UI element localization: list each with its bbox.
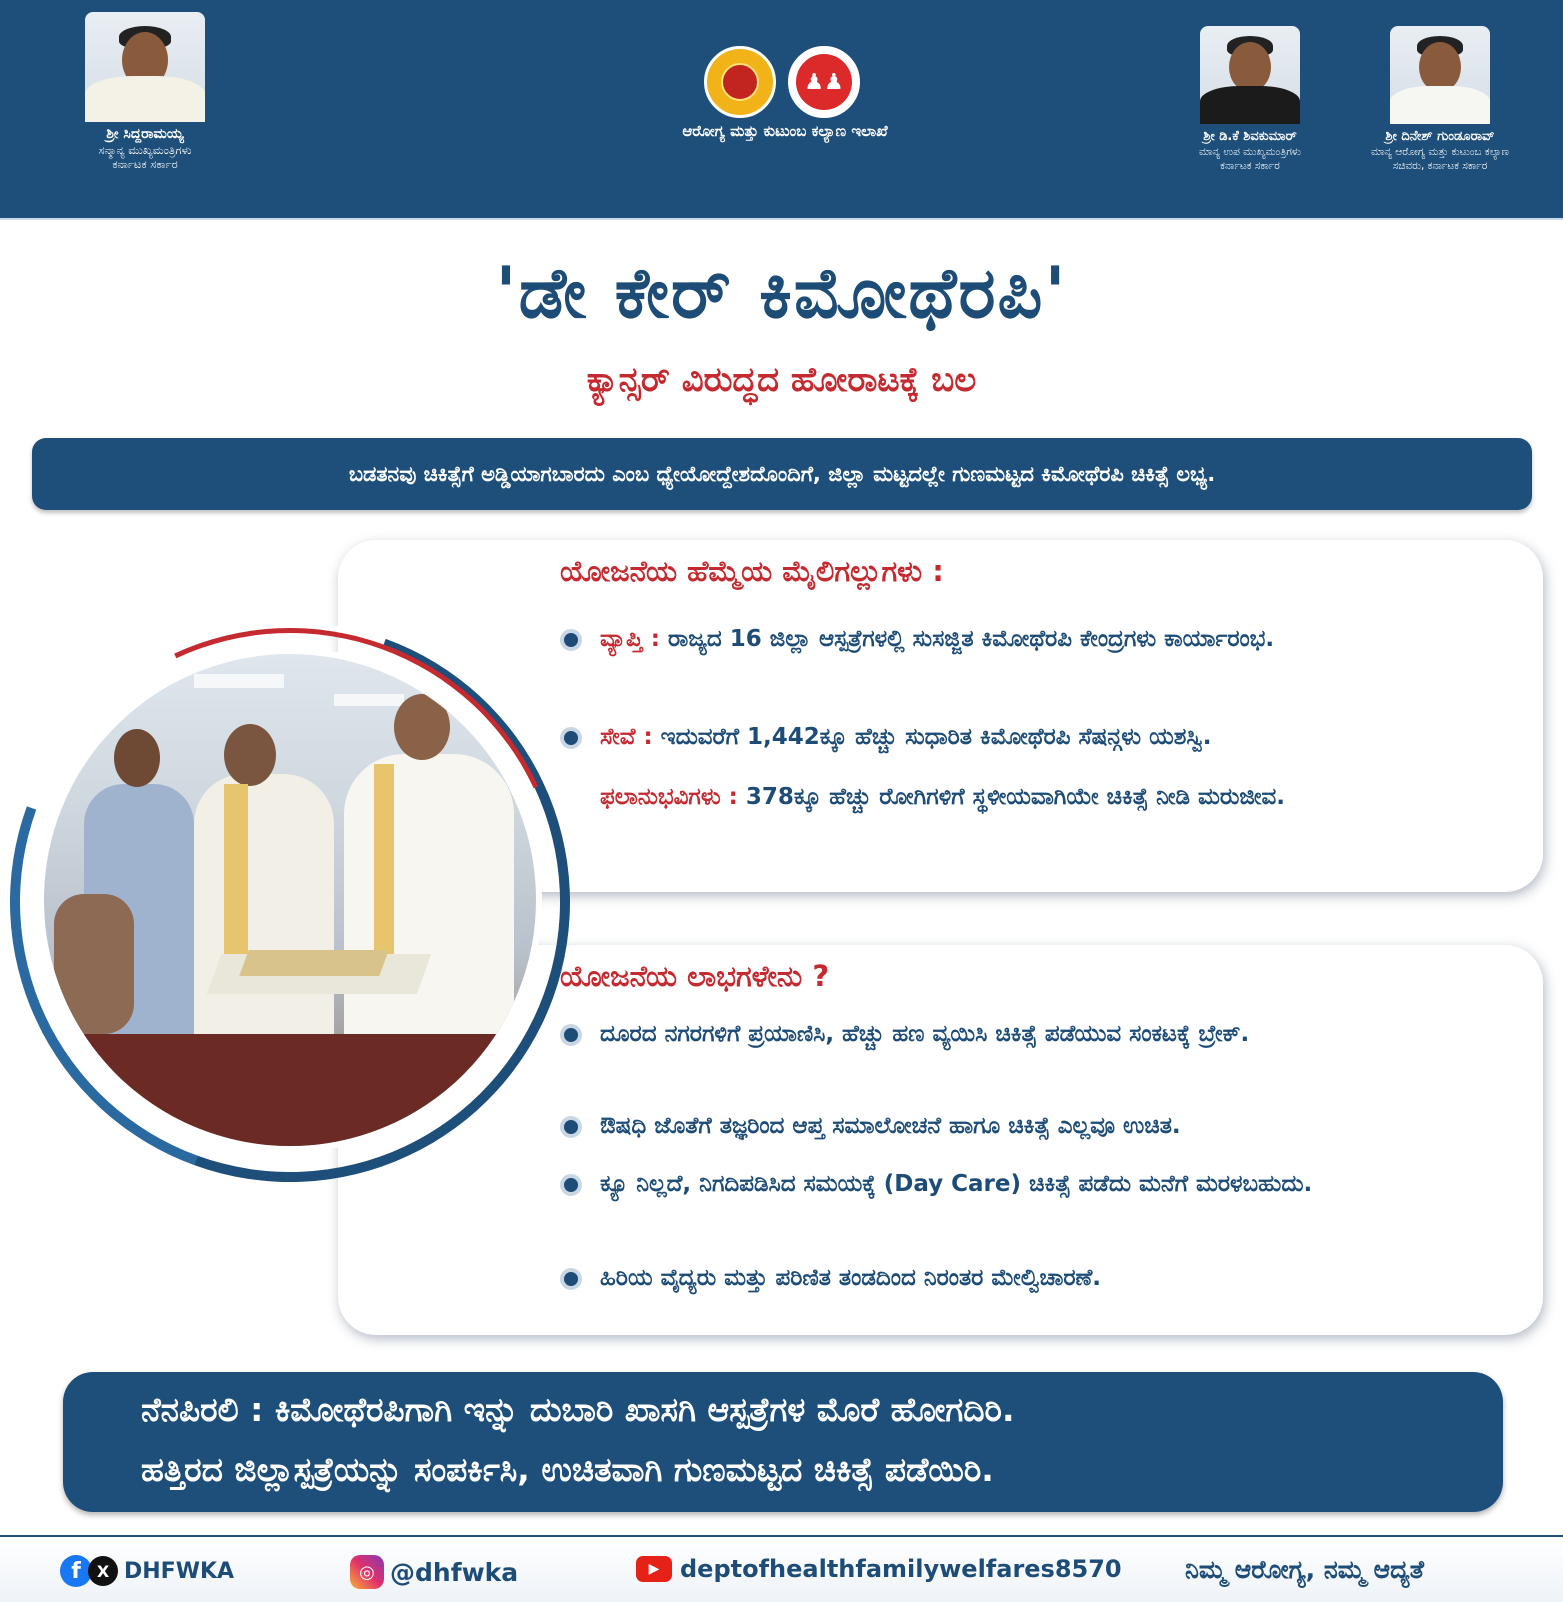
youtube-icon[interactable]: ▶ xyxy=(636,1556,672,1582)
facebook-icon[interactable]: f xyxy=(60,1555,92,1587)
mission-banner: ಬಡತನವು ಚಿಕಿತ್ಸೆಗೆ ಅಡ್ಡಿಯಾಗಬಾರದು ಎಂಬ ಧ್ಯೇಯೋದ್ದೇಶದೊಂದಿಗೆ, ಜಿಲ್ಲಾ ಮಟ್ಟದಲ್ಲೇ ಗುಣಮಟ್ಟದ ಕಿಮೋಥೆರಪಿ ಚಿಕಿತ್ಸೆ ಲಭ್ಯ. xyxy=(32,438,1532,510)
header-bar xyxy=(0,0,1563,220)
benefit-item xyxy=(560,1013,1320,1055)
footer-tagline: ನಿಮ್ಮ ಆರೋಗ್ಯ, ನಮ್ಮ ಆದ್ಯತೆ xyxy=(1185,1555,1424,1584)
page-title: 'ಡೇ ಕೇರ್ ಕಿಮೋಥೆರಪಿ' xyxy=(495,252,1068,334)
chief-minister-govt: ಕರ್ನಾಟಕ ಸರ್ಕಾರ xyxy=(112,157,178,171)
chief-minister-photo xyxy=(85,12,205,122)
benefit-text: ದೂರದ ನಗರಗಳಿಗೆ ಪ್ರಯಾಣಿಸಿ, ಹೆಚ್ಚು ಹಣ ವ್ಯಯಿಸಿ ಚಿಕಿತ್ಸೆ ಪಡೆಯುವ ಸಂಕಟಕ್ಕೆ ಬ್ರೇಕ್. xyxy=(600,1021,1250,1047)
benefit-text: ಔಷಧಿ ಜೊತೆಗೆ ತಜ್ಞರಿಂದ ಆಪ್ತ ಸಮಾಲೋಚನೆ ಹಾಗೂ ಚಿಕಿತ್ಸೆ ಎಲ್ಲವೂ ಉಚಿತ. xyxy=(600,1113,1181,1139)
benefit-text: ಹಿರಿಯ ವೈದ್ಯರು ಮತ್ತು ಪರಿಣಿತ ತಂಡದಿಂದ ನಿರಂತರ ಮೇಲ್ವಿಚಾರಣೆ. xyxy=(600,1265,1102,1291)
milestones-heading: ಯೋಜನೆಯ ಹೆಮ್ಮೆಯ ಮೈಲಿಗಲ್ಲುಗಳು : xyxy=(560,554,944,588)
benefit-item xyxy=(560,1257,1520,1299)
instagram-link[interactable] xyxy=(350,1555,518,1589)
milestone-text: ಇದುವರೆಗೆ 1,442ಕ್ಕೂ ಹೆಚ್ಚು ಸುಧಾರಿತ ಕಿಮೋಥೆರಪಿ ಸೆಷನ್ಗಳು ಯಶಸ್ವಿ. xyxy=(660,724,1212,750)
benefits-heading: ಯೋಜನೆಯ ಲಾಭಗಳೇನು ? xyxy=(560,959,830,993)
milestone-key: ಫಲಾನುಭವಿಗಳು : xyxy=(600,784,738,810)
emblems-group xyxy=(690,44,880,116)
benefit-item xyxy=(560,1163,1380,1205)
milestone-text: 378ಕ್ಕೂ ಹೆಚ್ಚು ರೋಗಿಗಳಿಗೆ ಸ್ಥಳೀಯವಾಗಿಯೇ ಚಿಕಿತ್ಸೆ ನೀಡಿ ಮರುಜೀವ. xyxy=(745,784,1285,810)
youtube-link[interactable] xyxy=(636,1555,1122,1583)
reminder-box xyxy=(63,1372,1503,1512)
page-subtitle: ಕ್ಯಾನ್ಸರ್ ವಿರುದ್ಧದ ಹೋರಾಟಕ್ಕೆ ಬಲ xyxy=(586,360,977,400)
reminder-line-2: ಹತ್ತಿರದ ಜಿಲ್ಲಾಸ್ಪತ್ರೆಯನ್ನು ಸಂಪರ್ಕಿಸಿ, ಉಚಿತವಾಗಿ ಗುಣಮಟ್ಟದ ಚಿಕಿತ್ಸೆ ಪಡೆಯಿರಿ. xyxy=(141,1450,994,1489)
footer-bar xyxy=(0,1535,1563,1602)
benefit-item xyxy=(560,1105,1520,1147)
milestone-key: ವ್ಯಾಪ್ತಿ : xyxy=(600,626,660,652)
deputy-cm-block xyxy=(1170,26,1330,173)
instagram-handle[interactable]: @dhfwka xyxy=(390,1557,519,1587)
x-twitter-icon[interactable]: X xyxy=(88,1556,118,1586)
reminder-line-1: ನೆನಪಿರಲಿ : ಕಿಮೋಥೆರಪಿಗಾಗಿ ಇನ್ನು ದುಬಾರಿ ಖಾಸಗಿ ಆಸ್ಪತ್ರೆಗಳ ಮೊರೆ ಹೋಗದಿರಿ. xyxy=(141,1390,1015,1429)
deputy-cm-photo xyxy=(1200,26,1300,124)
milestone-item-beneficiaries xyxy=(560,776,1320,818)
department-name: ಆರೋಗ್ಯ ಮತ್ತು ಕುಟುಂಬ ಕಲ್ಯಾಣ ಇಲಾಖೆ xyxy=(682,122,888,140)
chief-minister-role: ಸನ್ಮಾನ್ಯ ಮುಖ್ಯಮಂತ್ರಿಗಳು xyxy=(98,143,192,157)
milestone-text: ರಾಜ್ಯದ 16 ಜಿಲ್ಲಾ ಆಸ್ಪತ್ರೆಗಳಲ್ಲಿ ಸುಸಜ್ಜಿತ ಕಿಮೋಥೆರಪಿ ಕೇಂದ್ರಗಳು ಕಾರ್ಯಾರಂಭ. xyxy=(667,626,1275,652)
health-minister-photo xyxy=(1390,26,1490,124)
instagram-icon[interactable]: ◎ xyxy=(350,1555,384,1589)
bullet-icon xyxy=(560,1268,582,1290)
youtube-handle[interactable]: deptofhealthfamilywelfares8570 xyxy=(680,1555,1122,1583)
chief-minister-name: ಶ್ರೀ ಸಿದ್ದರಾಮಯ್ಯ xyxy=(106,126,184,142)
bullet-icon xyxy=(560,629,582,651)
health-minister-role: ಮಾನ್ಯ ಆರೋಗ್ಯ ಮತ್ತು ಕುಟುಂಬ ಕಲ್ಯಾಣ xyxy=(1370,146,1510,158)
deputy-cm-govt: ಕರ್ನಾಟಕ ಸರ್ಕಾರ xyxy=(1220,160,1280,172)
benefit-text: ಕ್ಯೂ ನಿಲ್ಲದೆ, ನಿಗದಿಪಡಿಸಿದ ಸಮಯಕ್ಕೆ (Day Care) ಚಿಕಿತ್ಸೆ ಪಡೆದು ಮನೆಗೆ ಮರಳಬಹುದು. xyxy=(600,1171,1313,1197)
health-mission-logo-icon: ♟♟ xyxy=(788,46,860,118)
chief-minister-block xyxy=(40,12,250,171)
deputy-cm-role: ಮಾನ್ಯ ಉಪ ಮುಖ್ಯಮಂತ್ರಿಗಳು xyxy=(1199,146,1301,158)
health-minister-block xyxy=(1345,26,1535,173)
health-minister-name: ಶ್ರೀ ದಿನೇಶ್ ಗುಂಡೂರಾವ್ xyxy=(1385,129,1495,144)
milestone-item-service xyxy=(560,716,1520,758)
event-photo xyxy=(38,648,542,1152)
bullet-icon xyxy=(560,1116,582,1138)
milestone-key: ಸೇವೆ : xyxy=(600,724,653,750)
deputy-cm-name: ಶ್ರೀ ಡಿ.ಕೆ ಶಿವಕುಮಾರ್ xyxy=(1203,129,1297,144)
twitter-link[interactable] xyxy=(60,1555,234,1587)
karnataka-emblem-icon xyxy=(704,46,776,118)
twitter-handle[interactable]: DHFWKA xyxy=(124,1558,235,1584)
bullet-icon xyxy=(560,727,582,749)
milestone-item-coverage xyxy=(560,618,1520,660)
bullet-icon xyxy=(560,1174,582,1196)
health-minister-govt: ಸಚಿವರು, ಕರ್ನಾಟಕ ಸರ್ಕಾರ xyxy=(1392,160,1488,172)
bullet-icon xyxy=(560,1024,582,1046)
